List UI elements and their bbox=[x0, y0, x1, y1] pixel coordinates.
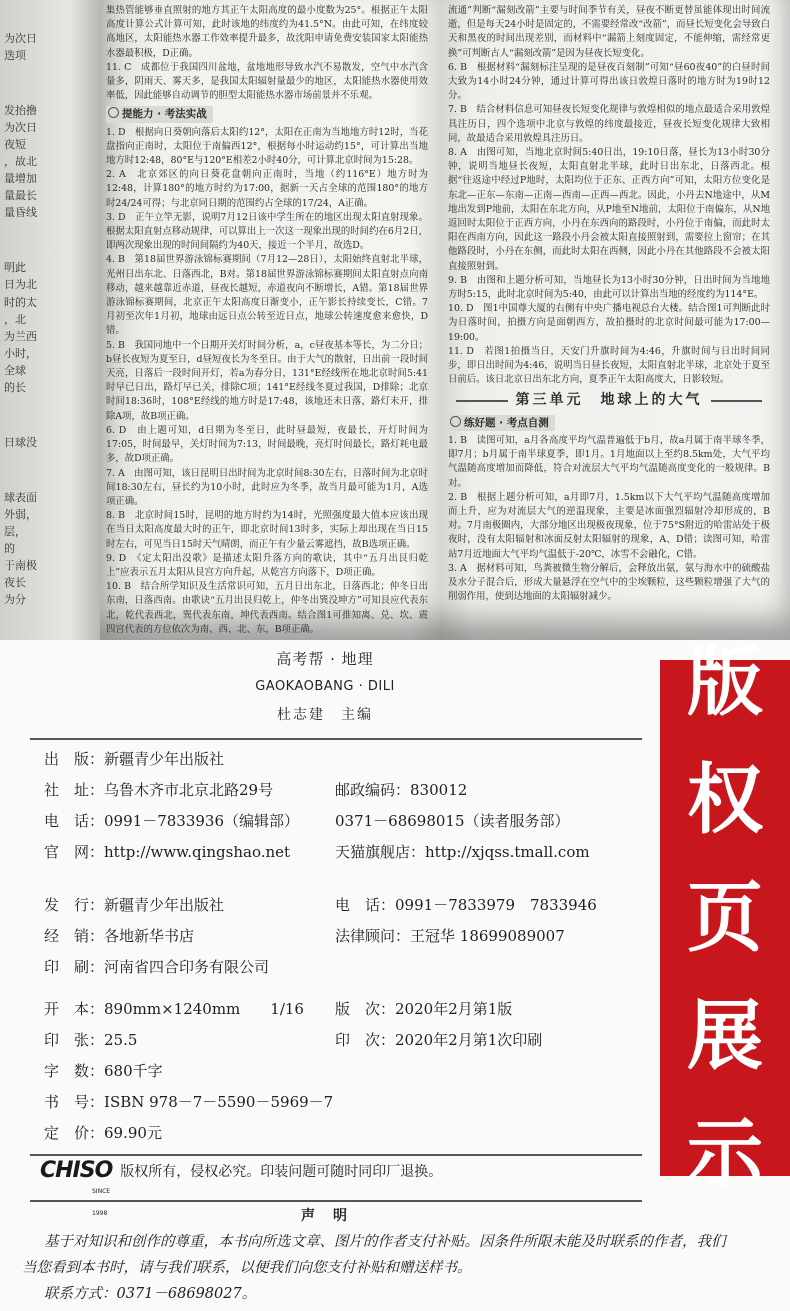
info-value: 各地新华书店 bbox=[104, 927, 195, 945]
info-label: 书 号： bbox=[44, 1093, 105, 1111]
info-row bbox=[44, 952, 269, 983]
info-label: 印 张： bbox=[44, 1031, 105, 1049]
answer-paragraph: 6. D 由上题可知，d日期为冬至日，此时昼最短，夜最长，开灯时间为17:05，时间最早，关灯时间为7:13，时间最晚，亮灯时间最长，路灯耗电最多，故D项正确。 bbox=[106, 424, 428, 465]
info-row bbox=[335, 921, 597, 952]
declaration-line: 当您看到本书时，请与我们联系，以便我们向您支付补贴和赠送样书。 bbox=[22, 1260, 472, 1276]
section-heading-text: 练好题 · 考点自测 bbox=[464, 416, 549, 429]
answer-paragraph: 11. D 若图1拍摄当日，天安门升旗时间为4:46，升旗时间与日出时间同步，即日出时间为4:46，说明当日昼长夜短，太阳直射北半球，北京处于夏至日前后。该日北京日出东北方向，夏季正午太阳高度大，日影较短。 bbox=[448, 345, 770, 386]
banner-character: 版 bbox=[687, 637, 763, 726]
info-label: 发 行： bbox=[44, 896, 105, 914]
left-edge-fragment: 夜短 bbox=[4, 138, 26, 152]
info-row bbox=[44, 921, 269, 952]
banner-character: 示 bbox=[687, 1109, 763, 1198]
lightbulb-icon bbox=[450, 416, 461, 427]
left-page-edge bbox=[0, 0, 100, 640]
info-label: 电 话： bbox=[44, 812, 105, 830]
info-row bbox=[44, 837, 299, 868]
info-value: 0991－7833936（编辑部） bbox=[104, 812, 299, 830]
left-edge-fragment: 为分 bbox=[4, 593, 26, 607]
info-value: 2020年2月第1次印刷 bbox=[395, 1031, 543, 1049]
unit-heading-text: 第三单元 地球上的大气 bbox=[515, 392, 703, 409]
answer-paragraph: 9. B 由图和上题分析可知，当地昼长为13小时30分钟，日出时间为当地地方时5:15，此时北京时间为5:40，由此可以计算出当地的经度约为114°E。 bbox=[448, 274, 770, 301]
info-value: 乌鲁木齐市北京北路29号 bbox=[104, 781, 274, 799]
chiso-logo bbox=[40, 1158, 113, 1217]
answer-pages bbox=[100, 0, 790, 640]
answer-paragraph: 集热管能够垂直照射的地方其正午太阳高度的最小度数为25°。根据正午太阳高度计算公式计算可知，此时该地的纬度约为41.5°N。由此可知，在纬度较高地区，太阳能热水器工作效率提升最多，故沈阳申请免费安装国家太阳能热水器最积极，D正确。 bbox=[106, 5, 428, 59]
copyright-page bbox=[0, 637, 790, 1311]
info-row bbox=[44, 744, 299, 775]
logo-wordmark: CHISO bbox=[40, 1158, 113, 1183]
left-edge-fragment: 日为北 bbox=[4, 278, 37, 292]
info-value: 25.5 bbox=[104, 1031, 138, 1049]
info-value: http://www.qingshao.net bbox=[104, 843, 291, 861]
edition-info bbox=[335, 994, 542, 1056]
declaration-line: 基于对知识和创作的尊重，本书向所选文章、图片的作者支付补贴。因条件所限未能及时联系的作者，我们 bbox=[44, 1234, 726, 1250]
info-row bbox=[335, 994, 542, 1025]
divider bbox=[30, 1200, 642, 1202]
left-edge-fragment: 小时， bbox=[4, 346, 37, 360]
info-label: 定 价： bbox=[44, 1124, 105, 1142]
left-edge-fragment: 为兰西 bbox=[4, 329, 37, 343]
answer-paragraph: 9. D 《定太阳出没歌》是描述太阳升落方向的歌诀，其中“五月出艮归乾上”应表示五月太阳从艮宫方向升起，从乾宫方向落下，D项正确。 bbox=[106, 552, 428, 578]
info-label: 邮政编码： bbox=[335, 781, 411, 799]
heading-rule bbox=[711, 400, 763, 402]
info-label: 经 销： bbox=[44, 927, 105, 945]
answer-paragraph: 10. B 结合所学知识及生活常识可知，五月日出东北，日落西北；仲冬日出东南，日落西南。由歌诀“五月出艮归乾上，仲冬出巽没坤方”可知艮应代表东北，乾代表西北，巽代表东南，坤代表西南。结合图1可推知离、兑、坎、震四宫代表的方位依次为南、西、北、东，B项正确。 bbox=[106, 581, 428, 635]
info-row bbox=[44, 1056, 333, 1087]
info-value: 680千字 bbox=[104, 1062, 163, 1080]
info-value: ISBN 978－7－5590－5969－7 bbox=[104, 1093, 334, 1111]
answer-paragraph: 5. B 我国同地中一个日期开关灯时间分析，a，c昼夜基本等长，为二分日；b昼长夜短为夏至日，d昼短夜长为冬至日。由于大气的散射，日出前一段时间天亮，日落后一段时间开灯，若a为春分日，131°E经线所在地北京时间5:41时早已日出，路灯早已关，排除C项；141°E经线冬夏过我国，D排除；北京时间18:36时，108°E经线的地方时是17:48，该地还未日落，路灯未开，排除A项，故B项正确。 bbox=[106, 339, 428, 422]
info-value: 0371－68698015（读者服务部） bbox=[335, 812, 570, 830]
left-edge-fragment: 迭项 bbox=[4, 49, 26, 63]
answer-paragraph: 7. B 结合材料信息可知昼夜长短变化规律与敦煌相似的地点最适合采用敦煌具注历日，四个选项中北京与敦煌的纬度最接近，昼夜长短变化规律大致相同，故最适合采用敦煌具注历日。 bbox=[448, 104, 770, 144]
left-edge-fragment: 量昏线 bbox=[4, 206, 37, 220]
info-label: 字 数： bbox=[44, 1062, 105, 1080]
info-label: 印 刷： bbox=[44, 958, 105, 976]
left-edge-fragment: 时的太 bbox=[4, 295, 37, 309]
info-label: 出 版： bbox=[44, 750, 105, 768]
left-edge-fragment: 日球没 bbox=[4, 435, 37, 449]
section-heading bbox=[106, 106, 213, 122]
left-edge-fragment: 外弱， bbox=[4, 507, 37, 521]
left-edge-fragment: 层， bbox=[4, 524, 26, 538]
info-label: 版 次： bbox=[335, 1000, 396, 1018]
copyright-page-banner bbox=[660, 637, 790, 1198]
section-heading-text: 提能力 · 考法实战 bbox=[122, 108, 207, 121]
book-header bbox=[0, 648, 650, 724]
answer-paragraph: 1. B 读图可知，a月各高度平均气温普遍低于b月，故a月属于南半球冬季，即7月；b月属于南半球夏季，即1月。1月地面以上至约8.5km处，大气平均气温随高度增加而降低，符合对流层大气平均气温随高度变化的一般规律。B对。 bbox=[448, 434, 770, 489]
left-edge-fragment: ，北 bbox=[4, 312, 26, 326]
answer-paragraph: 8. B 北京时间15时，昆明的地方时约为14时，光照强度最大值本应该出现在当日太阳高度最大时的正午，即北京时间13时多，实际上却出现在当日15时左右，可见当日15时天气晴朗，而正午有少量云雾遮挡，故B选项正确。 bbox=[106, 510, 428, 550]
info-row bbox=[335, 837, 590, 868]
info-row bbox=[44, 1118, 333, 1149]
answer-paragraph: 4. B 第18届世界游泳锦标赛期间（7月12—28日），太阳始终直射北半球，光州日出东北、日落西北，B对。第18届世界游泳锦标赛期间太阳直射点向南移动，越来越靠近赤道，昼夜长越短，赤道夜向不断增长，A错。第18届世界游泳锦标赛期间，北京正午太阳高度日渐变小，正午影长持续变长，C错。7月初至次年1月初，地球由远日点公转至近日点，地球公转速度愈来愈快，D错。 bbox=[106, 254, 428, 337]
info-row bbox=[44, 890, 269, 921]
book-spread-photo bbox=[0, 0, 790, 640]
info-value: 2020年2月第1版 bbox=[395, 1000, 513, 1018]
left-edge-fragment: 明此 bbox=[4, 261, 26, 275]
chief-editor: 杜志建 主编 bbox=[277, 707, 373, 723]
info-value: 890mm×1240mm 1/16 bbox=[104, 1000, 304, 1018]
answer-paragraph: 7. A 由图可知，该日昆明日出时间为北京时间8:30左右，日落时间为北京时间18:30左右，昼长约为10小时，此时应为冬季，故当月最可能为1月，A选项正确。 bbox=[106, 467, 428, 507]
left-edge-fragment: 发抬撸 bbox=[4, 104, 37, 118]
divider bbox=[30, 1154, 642, 1156]
left-edge-fragment: 全球 bbox=[4, 363, 26, 377]
declaration-line: 联系方式：0371－68698027。 bbox=[44, 1286, 257, 1302]
left-edge-fragment: 于南极 bbox=[4, 559, 37, 573]
specs-info bbox=[44, 994, 333, 1149]
info-value: 0991－7833979 7833946 bbox=[395, 896, 597, 914]
rights-notice: 版权所有，侵权必究。印装问题可随时同印厂退换。 bbox=[120, 1164, 443, 1180]
unit-heading bbox=[448, 393, 770, 407]
answer-paragraph: 8. A 由图可知，当地北京时间5:40日出，19:10日落，昼长为13小时30分钟，说明当地昼长夜短，太阳直射北半球，此时日出东北，日落西北。根据“往返途中经过P地时，太阳均位于正东、正西方向”可知，太阳方位变化是东北—正东—东南—正南—西南—正西—西北。因此，小丹去N地途中，从M地出发到P地前，太阳在东北方向，从P地至N地前，太阳位于南偏东，从N地返回时太阳位于正西方向，小丹在东西向的路段时，小丹位于南偏，而此时太阳在西南方向，因此这一路段小丹会被太阳直接照射到，需要拉上窗帘；在其他路段时，小丹在东侧，而此时太阳在西侧，因此小丹在其他路段不会被太阳直接照射到。 bbox=[448, 147, 770, 272]
info-value: 王冠华 18699089007 bbox=[410, 927, 565, 945]
answer-paragraph: 3. D 正午立竿无影，说明7月12日该中学生所在的地区出现太阳直射现象。根据太阳直射点移动规律，可以算出上一次这一现象出现的时间约在6月2日，即两次现象出现的时间间隔约为40天，接近一个半月，故选D。 bbox=[106, 211, 428, 252]
info-label: 电 话： bbox=[335, 896, 396, 914]
info-value: 830012 bbox=[410, 781, 468, 799]
pinyin-title: GAOKAOBANG · DILI bbox=[255, 679, 395, 694]
left-edge-fragment: 的 bbox=[4, 541, 15, 555]
banner-character: 展 bbox=[687, 991, 763, 1080]
answer-paragraph: 11. C 成都位于我国四川盆地，盆地地形导致水汽不易散发，空气中水汽含量多，阴雨天、雾天多，是我国太阳辐射量最少的地区，太阳能热水器使用效率低，因此能够自动调节的胆型太阳能热水器市场前景并不乐观。 bbox=[106, 61, 428, 102]
declaration-title: 声 明 bbox=[301, 1208, 349, 1224]
logo-tagline: SINCE 1998 bbox=[92, 1188, 111, 1217]
lightbulb-icon bbox=[108, 107, 119, 118]
left-edge-fragment: 的长 bbox=[4, 380, 26, 394]
answer-column-right bbox=[448, 4, 770, 634]
left-edge-fragment: 为次日 bbox=[4, 32, 37, 45]
info-row bbox=[335, 890, 597, 921]
info-row bbox=[44, 775, 299, 806]
info-value: 新疆青少年出版社 bbox=[104, 896, 225, 914]
info-value: http://xjqss.tmall.com bbox=[425, 843, 590, 861]
phone-legal-info bbox=[335, 890, 597, 952]
info-label: 天猫旗舰店： bbox=[335, 843, 426, 861]
distribution-info bbox=[44, 890, 269, 983]
info-row bbox=[44, 1025, 333, 1056]
left-edge-fragment: 量最长 bbox=[4, 189, 37, 203]
info-label: 印 次： bbox=[335, 1031, 396, 1049]
info-row bbox=[335, 1025, 542, 1056]
answer-paragraph: 3. A 据材料可知，鸟粪被微生物分解后，会释放出氨，氨与海水中的硫酸盐及水分子混合后，形成大量悬浮在空气中的尘埃颗粒，这些颗粒增强了大气的削弱作用，使到达地面的太阳辐射减少。 bbox=[448, 562, 770, 603]
info-label: 社 址： bbox=[44, 781, 105, 799]
divider bbox=[30, 738, 642, 740]
info-value: 河南省四合印务有限公司 bbox=[104, 958, 270, 976]
info-row bbox=[335, 775, 590, 806]
left-edge-fragment: 量增加 bbox=[4, 172, 37, 186]
section-heading bbox=[448, 415, 555, 431]
answer-paragraph: 2. A 北京郊区的向日葵花盘朝向正南时，当地（约116°E）地方时为12:48，计算180°的地方时约为17:00，据新一天占全球的范围180°的地方时24/24可得；与北京同日期的范围约占全球的17/24，A正确。 bbox=[106, 169, 428, 209]
answer-paragraph: 流通”判断“漏刻改箭”主要与时间季节有关，昼夜不断更替虽能体现出时间流逝，但是每天24小时是固定的，不需要经常改“改箭”，而昼长短变化会导致白天和黑夜的时间出现差别，而材料中“漏箭上刻度固定，不能伸缩，需经常更换”可判断古人“漏刻改箭”是因为昼夜长短变化。 bbox=[448, 5, 770, 59]
answer-paragraph: 2. B 根据上题分析可知，a月即7月，1.5km以下大气平均气温随高度增加而上升，应为对流层大气的逆温现象，主要是冰面强烈辐射冷却形成的，B对。7月南极圈内，大部分地区出现极夜现象，位于75°S附近的哈雷站处于极夜时，没有太阳辐射和冰面反射太阳辐射的现象，A、D错；读图可知，哈雷站7月近地面大气平均气温低于-20℃，冰雪不会融化，C错。 bbox=[448, 491, 770, 560]
info-row bbox=[44, 1087, 333, 1118]
info-row bbox=[44, 994, 333, 1025]
answer-paragraph: 1. D 根据向日葵朝向落后太阳约12°，太阳在正南为当地地方时12时，当花盘指向正南时，太阳位于南偏西12°，根据每小时运动约15°，可计算出当地地方时12:48，80°E与120°E相差2小时40分，可计算北京时间为15:28。 bbox=[106, 126, 428, 167]
info-row bbox=[44, 806, 299, 837]
info-label: 开 本： bbox=[44, 1000, 105, 1018]
contact-info bbox=[335, 775, 590, 868]
banner-character: 页 bbox=[687, 873, 763, 962]
info-row bbox=[335, 806, 590, 837]
left-edge-fragment: 为次日 bbox=[4, 121, 37, 135]
left-edge-fragment: ，故北 bbox=[4, 155, 37, 169]
info-value: 69.90元 bbox=[104, 1124, 162, 1142]
heading-rule bbox=[456, 400, 508, 402]
banner-character: 权 bbox=[687, 755, 763, 844]
info-label: 官 网： bbox=[44, 843, 105, 861]
answer-column-left bbox=[106, 4, 428, 634]
info-value: 新疆青少年出版社 bbox=[104, 750, 225, 768]
left-edge-fragment: 球表面 bbox=[4, 490, 37, 504]
left-edge-fragment: 夜长 bbox=[4, 576, 26, 590]
answer-paragraph: 10. D 图1中国尊大厦的右侧有中央广播电视总台大楼。结合图1可判断此时为日落时间，拍摄方向是面朝西方，故拍摄时的北京时间最可能为17:00—19:00。 bbox=[448, 303, 770, 343]
info-label: 法律顾问： bbox=[335, 927, 411, 945]
series-title: 高考帮 · 地理 bbox=[276, 650, 374, 668]
answer-paragraph: 6. B 根据材料“漏刻标注呈现的是昼夜百刻制”可知“昼60夜40”的白昼时间大致为14小时24分钟，通过计算可得出该日敦煌日落时的地方时为19时12分。 bbox=[448, 61, 770, 102]
publishing-info bbox=[44, 744, 299, 868]
